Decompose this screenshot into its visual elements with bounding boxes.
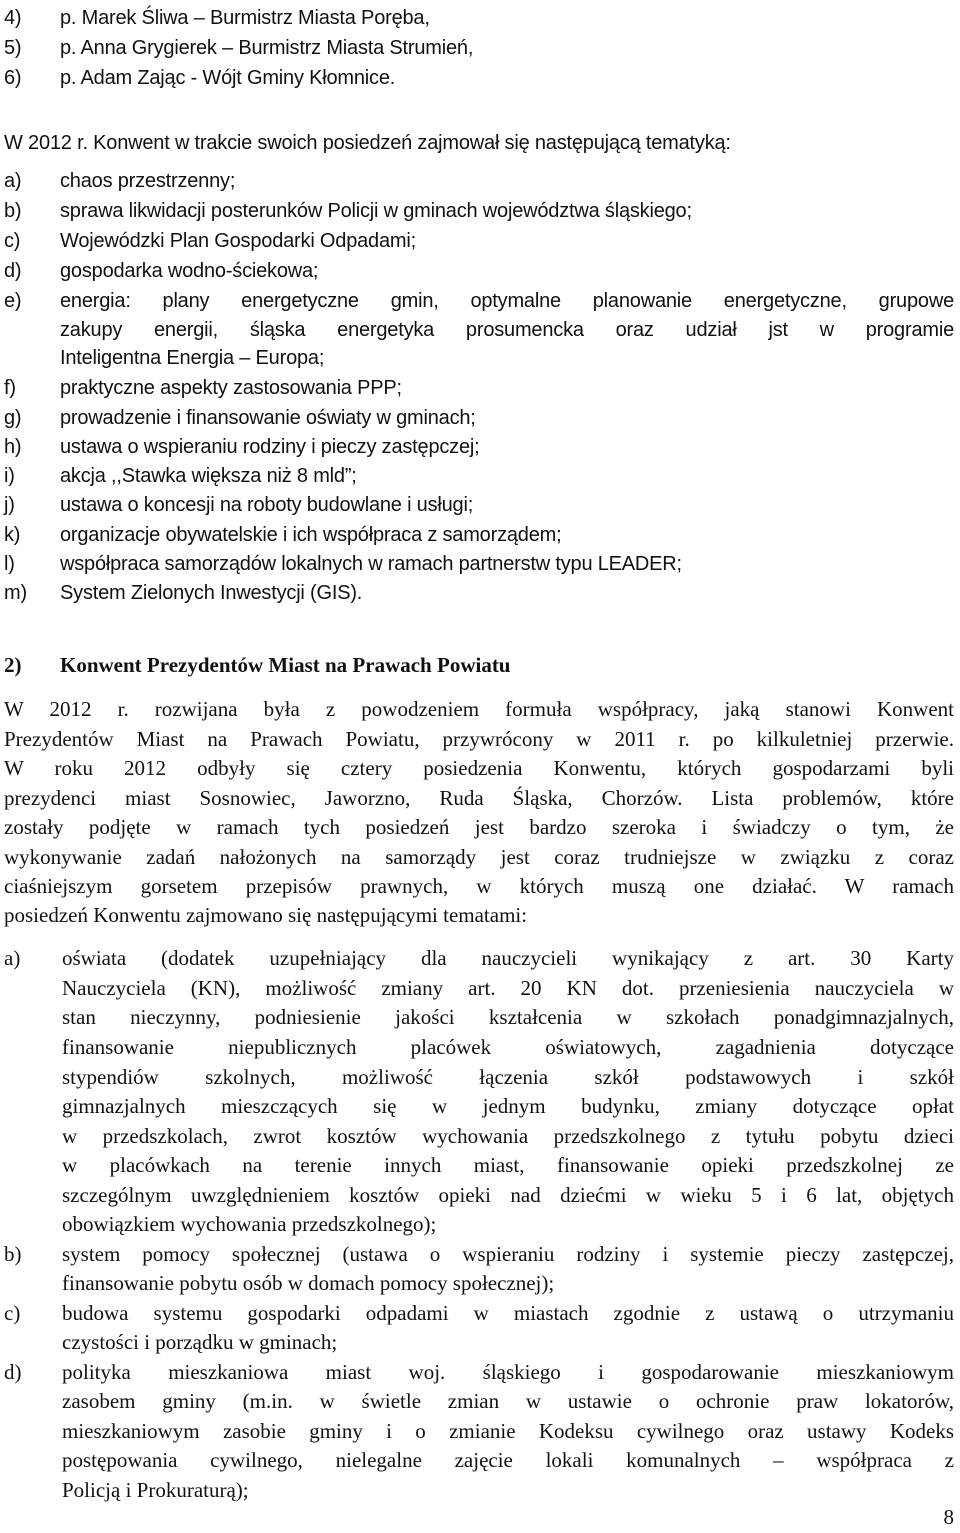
paragraph-line: prezydenci miast Sosnowiec, Jaworzno, Ruda Śląska, Chorzów. Lista problemów, które [4, 786, 954, 810]
list-number: 4) [4, 7, 22, 29]
list-label: c) [4, 1301, 21, 1325]
list-label: j) [4, 494, 15, 516]
list-text: współpraca samorządów lokalnych w ramach partnerstw typu LEADER; [60, 553, 682, 575]
list-label: h) [4, 436, 22, 458]
list-label: g) [4, 407, 22, 429]
list-item-line: Nauczyciela (KN), możliwość zmiany art. 20 KN dot. przeniesienia nauczyciela w [62, 976, 954, 1000]
list-text: ustawa o wspieraniu rodziny i pieczy zastępczej; [60, 436, 480, 458]
page-number: 8 [943, 1505, 954, 1529]
paragraph-line: W roku 2012 odbyły się cztery posiedzenia Konwentu, których gospodarzami byli [4, 756, 954, 780]
paragraph-line: posiedzeń Konwentu zajmowano się następującymi tematami: [4, 903, 528, 927]
list-label: c) [4, 230, 21, 252]
list-item-line: budowa systemu gospodarki odpadami w miastach zgodnie z ustawą o utrzymaniu [62, 1301, 954, 1325]
section-number: 2) [4, 653, 22, 677]
list-label: k) [4, 524, 21, 546]
topic-e-line: zakupy energii, śląska energetyka prosumencka oraz udział jst w programie [60, 319, 954, 341]
list-item-line: mieszkaniowym zasobie gminy i o zmianie Kodeksu cywilnego oraz ustawy Kodeks [62, 1419, 954, 1443]
list-item-line: stypendiów szkolnych, możliwość łączenia szkół podstawowych i szkół [62, 1065, 954, 1089]
paragraph-line: Prezydentów Miast na Prawach Powiatu, przywrócony w 2011 r. po kilkuletniej przerwie. [4, 727, 954, 751]
list-item-line: czystości i porządku w gminach; [62, 1330, 338, 1354]
list-text: p. Adam Zając - Wójt Gminy Kłomnice. [60, 67, 396, 89]
paragraph-line: wykonywanie zadań nałożonych na samorządy jest coraz trudniejsze w związku z coraz [4, 845, 954, 869]
list-text: Wojewódzki Plan Gospodarki Odpadami; [60, 230, 416, 252]
list-label: a) [4, 946, 21, 970]
list-label: l) [4, 553, 15, 575]
list-label: a) [4, 170, 22, 192]
section-title: Konwent Prezydentów Miast na Prawach Powiatu [60, 653, 511, 677]
list-item-line: gimnazjalnych mieszczących się w jednym budynku, zmiany dotyczące opłat [62, 1094, 954, 1118]
list-text: ustawa o koncesji na roboty budowlane i usługi; [60, 494, 474, 516]
list-label: b) [4, 200, 22, 222]
list-item-line: stan nieczynny, podniesienie jakości kształcenia w szkołach ponadgimnazjalnych, [62, 1005, 954, 1029]
list-item-line: zasobem gminy (m.in. w świetle zmian w ustawie o ochronie praw lokatorów, [62, 1389, 954, 1413]
list-item-line: obowiązkiem wychowania przedszkolnego); [62, 1212, 437, 1236]
list-text: praktyczne aspekty zastosowania PPP; [60, 377, 402, 399]
list-text: System Zielonych Inwestycji (GIS). [60, 582, 363, 604]
list-label: d) [4, 260, 22, 282]
list-item-line: finansowanie pobytu osób w domach pomocy społecznej); [62, 1271, 555, 1295]
konwent-intro: W 2012 r. Konwent w trakcie swoich posiedzeń zajmował się następującą tematyką: [4, 132, 731, 154]
list-item-line: w placówkach na terenie innych miast, finansowanie opieki przedszkolnej ze [62, 1153, 954, 1177]
list-text: akcja ,,Stawka większa niż 8 mld”; [60, 465, 357, 487]
list-label: m) [4, 582, 27, 604]
document-page [4, 0, 956, 1533]
list-item-line: oświata (dodatek uzupełniający dla nauczycieli wynikający z art. 30 Karty [62, 946, 954, 970]
list-text: prowadzenie i finansowanie oświaty w gminach; [60, 407, 476, 429]
list-text: gospodarka wodno-ściekowa; [60, 260, 319, 282]
list-number: 5) [4, 37, 22, 59]
list-text: p. Anna Grygierek – Burmistrz Miasta Strumień, [60, 37, 474, 59]
topic-e-line: Inteligentna Energia – Europa; [60, 347, 325, 369]
list-text: p. Marek Śliwa – Burmistrz Miasta Poręba, [60, 7, 430, 29]
list-text: sprawa likwidacji posterunków Policji w gminach województwa śląskiego; [60, 200, 692, 222]
list-label: i) [4, 465, 15, 487]
list-item-line: polityka mieszkaniowa miast woj. śląskiego i gospodarowanie mieszkaniowym [62, 1360, 954, 1384]
list-label: d) [4, 1360, 22, 1384]
topic-e-line: energia: plany energetyczne gmin, optymalne planowanie energetyczne, grupowe [60, 290, 954, 312]
list-number: 6) [4, 67, 22, 89]
list-label: b) [4, 1242, 22, 1266]
list-item-line: system pomocy społecznej (ustawa o wspieraniu rodziny i systemie pieczy zastępczej, [62, 1242, 954, 1266]
list-text: chaos przestrzenny; [60, 170, 236, 192]
list-item-line: finansowanie niepublicznych placówek oświatowych, zagadnienia dotyczące [62, 1035, 954, 1059]
list-item-line: szczególnym uwzględnieniem kosztów opieki nad dziećmi w wieku 5 i 6 lat, objętych [62, 1183, 954, 1207]
paragraph-line: zostały podjęte w ramach tych posiedzeń jest bardzo szeroka i świadczy o tym, że [4, 815, 954, 839]
list-item-line: w przedszkolach, zwrot kosztów wychowania przedszkolnego z tytułu pobytu dzieci [62, 1124, 954, 1148]
list-label: e) [4, 290, 22, 312]
list-text: organizacje obywatelskie i ich współpraca z samorządem; [60, 524, 562, 546]
list-item-line: Policją i Prokuraturą); [62, 1478, 249, 1502]
list-label: f) [4, 377, 16, 399]
list-item-line: postępowania cywilnego, nielegalne zajęcie lokali komunalnych – współpraca z [62, 1448, 954, 1472]
paragraph-line: W 2012 r. rozwijana była z powodzeniem formuła współpracy, jaką stanowi Konwent [4, 697, 954, 721]
paragraph-line: ciaśniejszym gorsetem przepisów prawnych, w których muszą one działać. W ramach [4, 874, 954, 898]
